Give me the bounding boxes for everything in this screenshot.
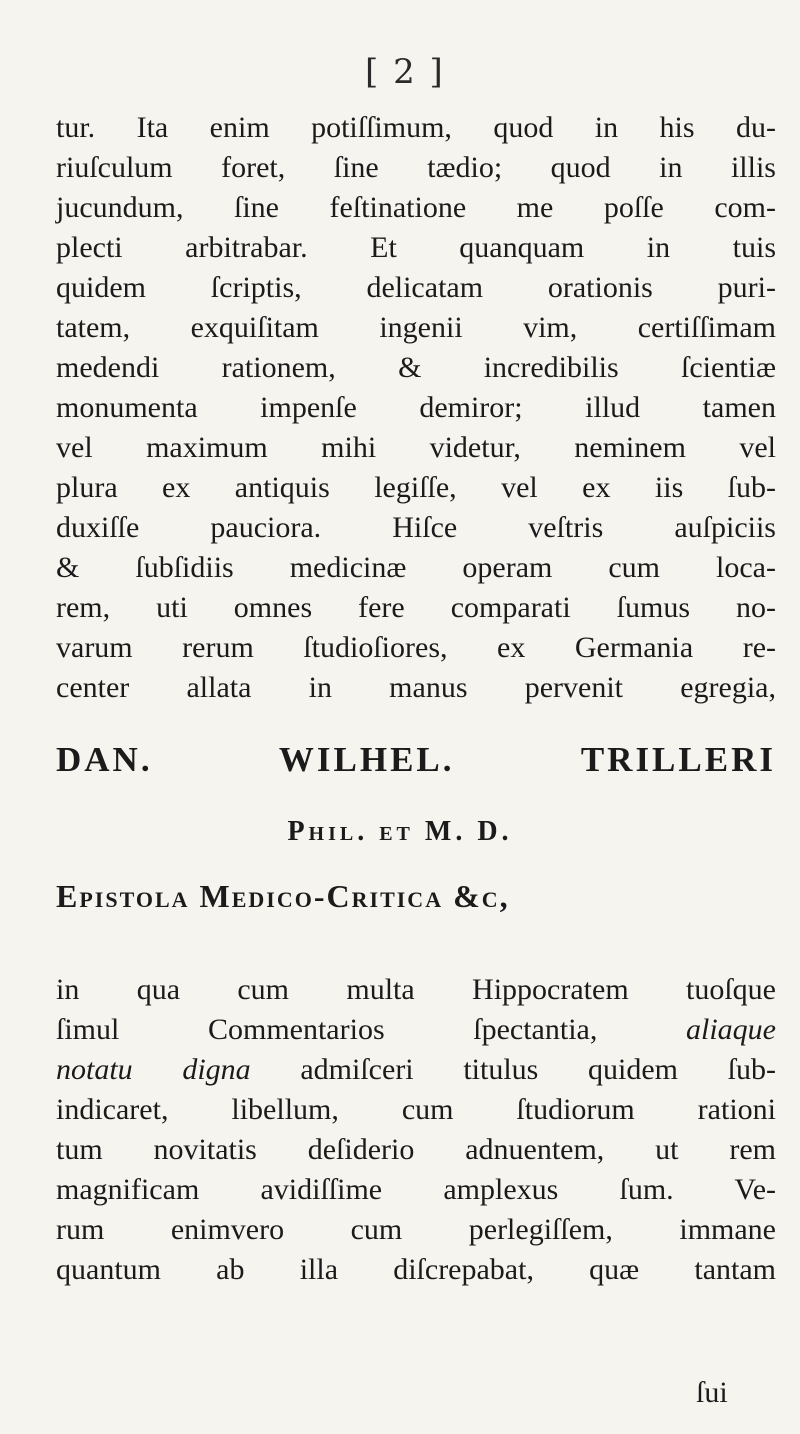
text-line: center allata in manus pervenit egregia, [56,671,776,704]
page-number: [ 2 ] [365,52,445,92]
catchword: ſui [696,1376,728,1409]
text-line [56,1210,776,1250]
text-run: ſimul Commentarios ſpectantia, [56,1013,686,1046]
author-name-heading: DAN. WILHEL. TRILLERI [56,740,776,779]
italic-run: notatu digna [56,1053,251,1086]
text-line: & ſubſidiis medicinæ operam cum loca- [56,551,776,584]
text-line [56,1050,776,1090]
text-line: rem, uti omnes fere comparati ſumus no- [56,591,776,624]
text-line [56,970,776,1010]
text-line [56,1130,776,1170]
text-line: tatem, exquiſitam ingenii vim, certiſſimam [56,311,776,344]
text-line: plura ex antiquis legiſſe, vel ex iis ſub- [56,471,776,504]
text-run: quantum ab illa diſcrepabat, quæ tantam [56,1253,776,1286]
text-line: monumenta impenſe demiror; illud tamen [56,391,776,424]
text-line [56,1010,776,1050]
text-line: varum rerum ſtudioſiores, ex Germania re- [56,631,776,664]
text-run: tum novitatis deſiderio adnuentem, ut rem [56,1133,776,1166]
text-run: indicaret, libellum, cum ſtudiorum rationi [56,1093,776,1126]
author-degree-heading: Phil. et M. D. [287,816,513,847]
work-title-heading: Epistola Medico-Critica &c, [56,878,510,914]
text-run: rum enimvero cum perlegiſſem, immane [56,1213,776,1246]
text-run: magnificam avidiſſime amplexus ſum. Ve- [56,1173,776,1206]
paragraph-1 [56,108,776,708]
text-line: jucundum, ſine feſtinatione me poſſe com- [56,191,776,224]
text-line: medendi rationem, & incredibilis ſcientiæ [56,351,776,384]
text-run: admiſceri titulus quidem ſub- [250,1053,776,1086]
text-line: vel maximum mihi videtur, neminem vel [56,431,776,464]
text-line [56,1170,776,1210]
text-line: duxiſſe pauciora. Hiſce veſtris auſpiciis [56,511,776,544]
text-line [56,1090,776,1130]
text-line: plecti arbitrabar. Et quanquam in tuis [56,231,776,264]
text-run: in qua cum multa Hippocratem tuoſque [56,973,776,1006]
paragraph-2 [56,970,776,1290]
text-line [56,1250,776,1290]
text-line: tur. Ita enim potiſſimum, quod in his du- [56,111,776,144]
text-line: quidem ſcriptis, delicatam orationis puri- [56,271,776,304]
text-line: riuſculum foret, ſine tædio; quod in illis [56,151,776,184]
italic-run: aliaque [686,1013,776,1046]
